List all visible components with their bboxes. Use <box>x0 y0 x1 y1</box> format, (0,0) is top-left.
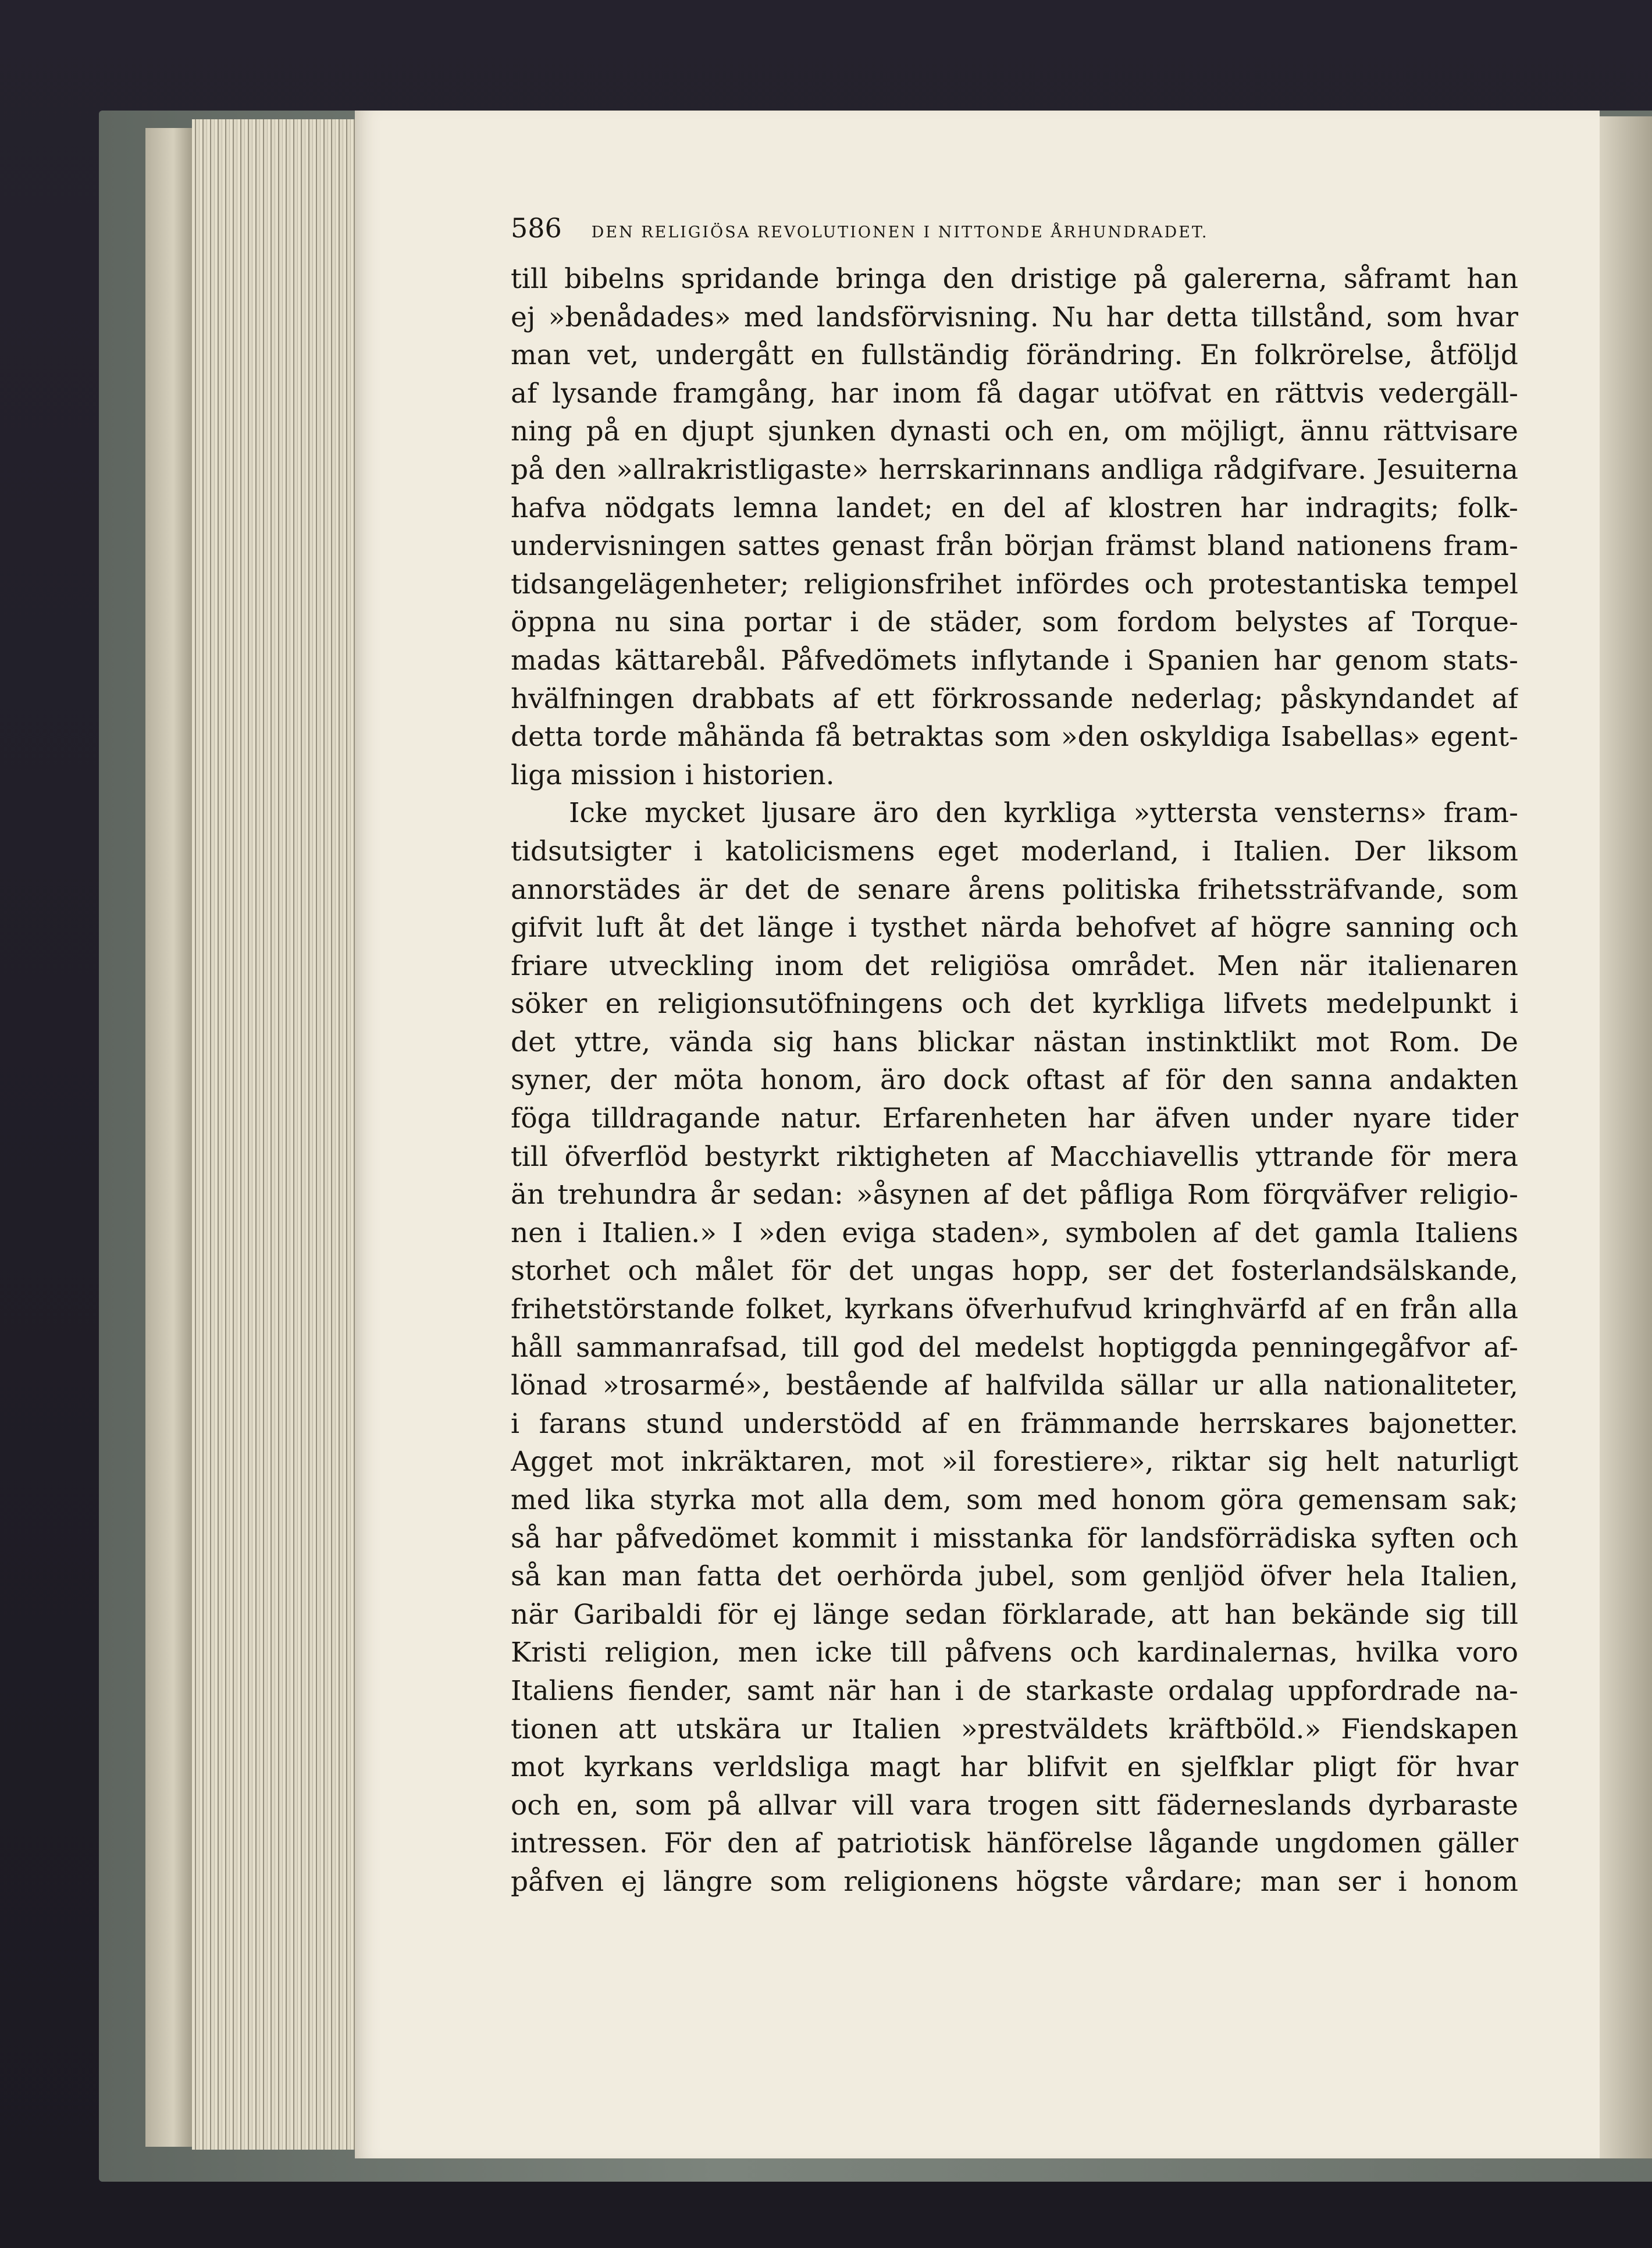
text-line: mot kyrkans verldsliga magt har blifvit en sjelfklar pligt för hvar <box>511 1751 1518 1784</box>
text-line: syner, der möta honom, äro dock oftast af för den sanna andakten <box>511 1064 1518 1097</box>
text-line: nen i Italien.» I »den eviga staden», symbolen af det gamla Italiens <box>511 1217 1518 1249</box>
text-line: af lysande framgång, har inom få dagar utöfvat en rättvis vedergäll- <box>511 377 1518 410</box>
text-line: undervisningen sattes genast från början främst bland nationens fram- <box>511 530 1518 563</box>
text-line: detta torde måhända få betraktas som »den oskyldiga Isabellas» egent- <box>511 721 1518 753</box>
text-line: tionen att utskära ur Italien »prestväldets kräftböld.» Fiendskapen <box>511 1713 1518 1745</box>
text-line: ning på en djupt sjunken dynasti och en, om möjligt, ännu rättvisare <box>511 415 1518 448</box>
text-line: öppna nu sina portar i de städer, som fordom belystes af Torque- <box>511 606 1518 639</box>
text-line: när Garibaldi för ej länge sedan förklarade, att han bekände sig till <box>511 1598 1518 1631</box>
text-line: än trehundra år sedan: »åsynen af det påfliga Rom förqväfver religio- <box>511 1179 1518 1211</box>
running-title: DEN RELIGIÖSA REVOLUTIONEN I NITTONDE ÅRHUNDRADET. <box>591 223 1209 241</box>
running-head <box>511 211 1518 246</box>
text-line: Kristi religion, men icke till påfvens och kardinalernas, hvilka voro <box>511 1637 1518 1669</box>
text-line: annorstädes är det de senare årens politiska frihetssträfvande, som <box>511 873 1518 906</box>
page-edges <box>192 119 361 2150</box>
text-line: friare utveckling inom det religiösa området. Men när italienaren <box>511 949 1518 982</box>
text-line: hafva nödgats lemna landet; en del af klostren har indragits; folk- <box>511 492 1518 524</box>
text-line: det yttre, vända sig hans blickar nästan instinktlikt mot Rom. De <box>511 1026 1518 1058</box>
text-line: lönad »trosarmé», bestående af halfvilda sällar ur alla nationaliteter, <box>511 1370 1518 1402</box>
text-line: storhet och målet för det ungas hopp, ser det fosterlandsälskande, <box>511 1255 1518 1287</box>
page-right-edge <box>1600 116 1652 2158</box>
cover-edge <box>145 128 192 2147</box>
text-line: till bibelns spridande bringa den dristige på galererna, såframt han <box>511 263 1518 295</box>
text-line: påfven ej längre som religionens högste vårdare; man ser i honom <box>511 1865 1518 1898</box>
text-line: intressen. För den af patriotisk hänförelse lågande ungdomen gäller <box>511 1827 1518 1860</box>
text-line: Agget mot inkräktaren, mot »il forestiere», riktar sig helt naturligt <box>511 1446 1518 1478</box>
text-line: på den »allrakristligaste» herrskarinnans andliga rådgifvare. Jesuiterna <box>511 453 1518 486</box>
text-line: med lika styrka mot alla dem, som med honom göra gemensam sak; <box>511 1484 1518 1516</box>
text-line: föga tilldragande natur. Erfarenheten har äfven under nyare tider <box>511 1102 1518 1135</box>
text-line: i farans stund understödd af en främmande herrskares bajonetter. <box>511 1407 1518 1440</box>
paragraph-end-line: liga mission i historien. <box>511 759 835 791</box>
paragraph-start-line: Icke mycket ljusare äro den kyrkliga »yttersta vensterns» fram- <box>569 797 1518 830</box>
text-line: madas kättarebål. Påfvedömets inflytande i Spanien har genom stats- <box>511 644 1518 677</box>
text-line: tidsangelägenheter; religionsfrihet infördes och protestantiska tempel <box>511 568 1518 600</box>
text-line: håll sammanrafsad, till god del medelst hoptiggda penningegåfvor af- <box>511 1331 1518 1364</box>
text-line: söker en religionsutöfningens och det kyrkliga lifvets medelpunkt i <box>511 988 1518 1020</box>
text-line: gifvit luft åt det länge i tysthet närda behofvet af högre sanning och <box>511 912 1518 944</box>
text-line: så har påfvedömet kommit i misstanka för landsförrädiska syften och <box>511 1522 1518 1555</box>
text-line: Italiens fiender, samt när han i de starkaste ordalag uppfordrade na- <box>511 1674 1518 1707</box>
text-line: hvälfningen drabbats af ett förkrossande nederlag; påskyndandet af <box>511 682 1518 715</box>
text-line: tidsutsigter i katolicismens eget moderland, i Italien. Der liksom <box>511 835 1518 867</box>
page-text <box>511 211 1518 1991</box>
body-text <box>511 260 1518 1901</box>
page-number: 586 <box>511 212 562 244</box>
text-line: till öfverflöd bestyrkt riktigheten af Macchiavellis yttrande för mera <box>511 1140 1518 1173</box>
text-line: frihetstörstande folket, kyrkans öfverhufvud kringhvärfd af en från alla <box>511 1293 1518 1326</box>
text-line: ej »benådades» med landsförvisning. Nu har detta tillstånd, som hvar <box>511 301 1518 333</box>
text-line: man vet, undergått en fullständig förändring. En folkrörelse, åtföljd <box>511 339 1518 372</box>
text-line: och en, som på allvar vill vara trogen sitt fäderneslands dyrbaraste <box>511 1789 1518 1822</box>
text-line: så kan man fatta det oerhörda jubel, som genljöd öfver hela Italien, <box>511 1560 1518 1593</box>
